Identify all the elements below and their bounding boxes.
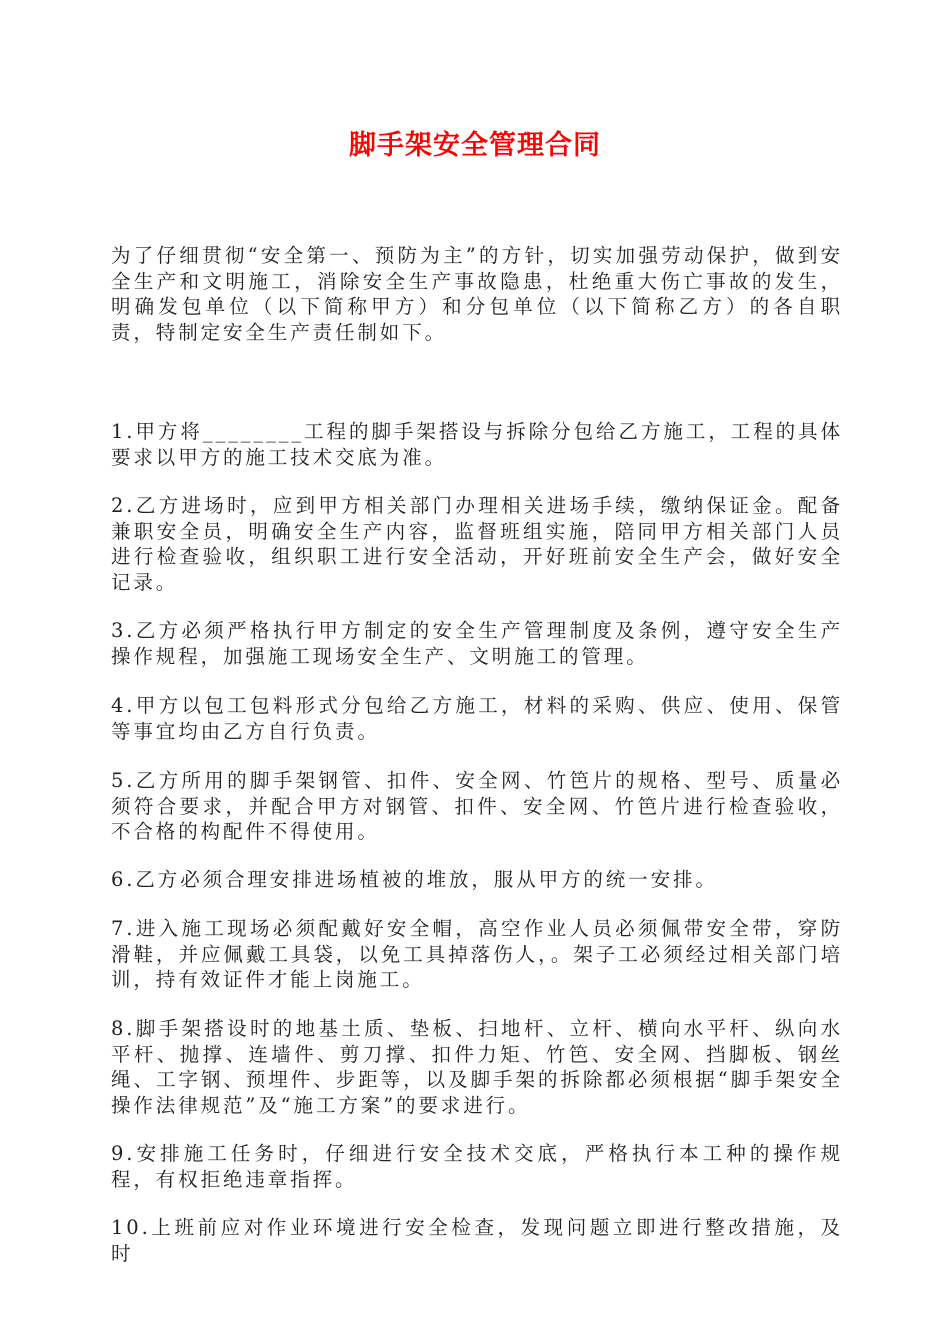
- clause-9: 9.安排施工任务时，仔细进行安全技术交底，严格执行本工种的操作规程，有权拒绝违章指挥。: [111, 1142, 843, 1191]
- clause-2: 2.乙方进场时，应到甲方相关部门办理相关进场手续，缴纳保证金。配备兼职安全员，明确安全生产内容，监督班组实施，陪同甲方相关部门人员进行检查验收，组织职工进行安全活动，开好班前安全生产会，做好安全记录。: [111, 494, 843, 594]
- document-title: 脚手架安全管理合同: [349, 130, 601, 161]
- clause-5: 5.乙方所用的脚手架钢管、扣件、安全网、竹笆片的规格、型号、质量必须符合要求，并配合甲方对钢管、扣件、安全网、竹笆片进行检查验收，不合格的构配件不得使用。: [111, 769, 843, 844]
- intro-paragraph: 为了仔细贯彻“安全第一、预防为主”的方针，切实加强劳动保护，做到安全生产和文明施工，消除安全生产事故隐患，杜绝重大伤亡事故的发生，明确发包单位（以下简称甲方）和分包单位（以下简称乙方）的各自职责，特制定安全生产责任制如下。: [111, 244, 843, 344]
- clause-4: 4.甲方以包工包料形式分包给乙方施工，材料的采购、供应、使用、保管等事宜均由乙方自行负责。: [111, 694, 843, 743]
- clause-3: 3.乙方必须严格执行甲方制定的安全生产管理制度及条例，遵守安全生产操作规程，加强施工现场安全生产、文明施工的管理。: [111, 619, 843, 668]
- clause-8: 8.脚手架搭设时的地基土质、垫板、扫地杆、立杆、横向水平杆、纵向水平杆、抛撑、连墙件、剪刀撑、扣件力矩、竹笆、安全网、挡脚板、钢丝绳、工字钢、预埋件、步距等，以及脚手架的拆除都必须根据“脚手架安全操作法律规范”及“施工方案”的要求进行。: [111, 1017, 843, 1117]
- clause-10: 10.上班前应对作业环境进行安全检查，发现问题立即进行整改措施，及时: [111, 1216, 843, 1265]
- clause-1: 1.甲方将________工程的脚手架搭设与拆除分包给乙方施工，工程的具体要求以甲方的施工技术交底为准。: [111, 420, 843, 469]
- clause-7: 7.进入施工现场必须配戴好安全帽，高空作业人员必须佩带安全带，穿防滑鞋，并应佩戴工具袋，以免工具掉落伤人，。架子工必须经过相关部门培训，持有效证件才能上岗施工。: [111, 917, 843, 992]
- clause-6: 6.乙方必须合理安排进场植被的堆放，服从甲方的统一安排。: [111, 868, 718, 891]
